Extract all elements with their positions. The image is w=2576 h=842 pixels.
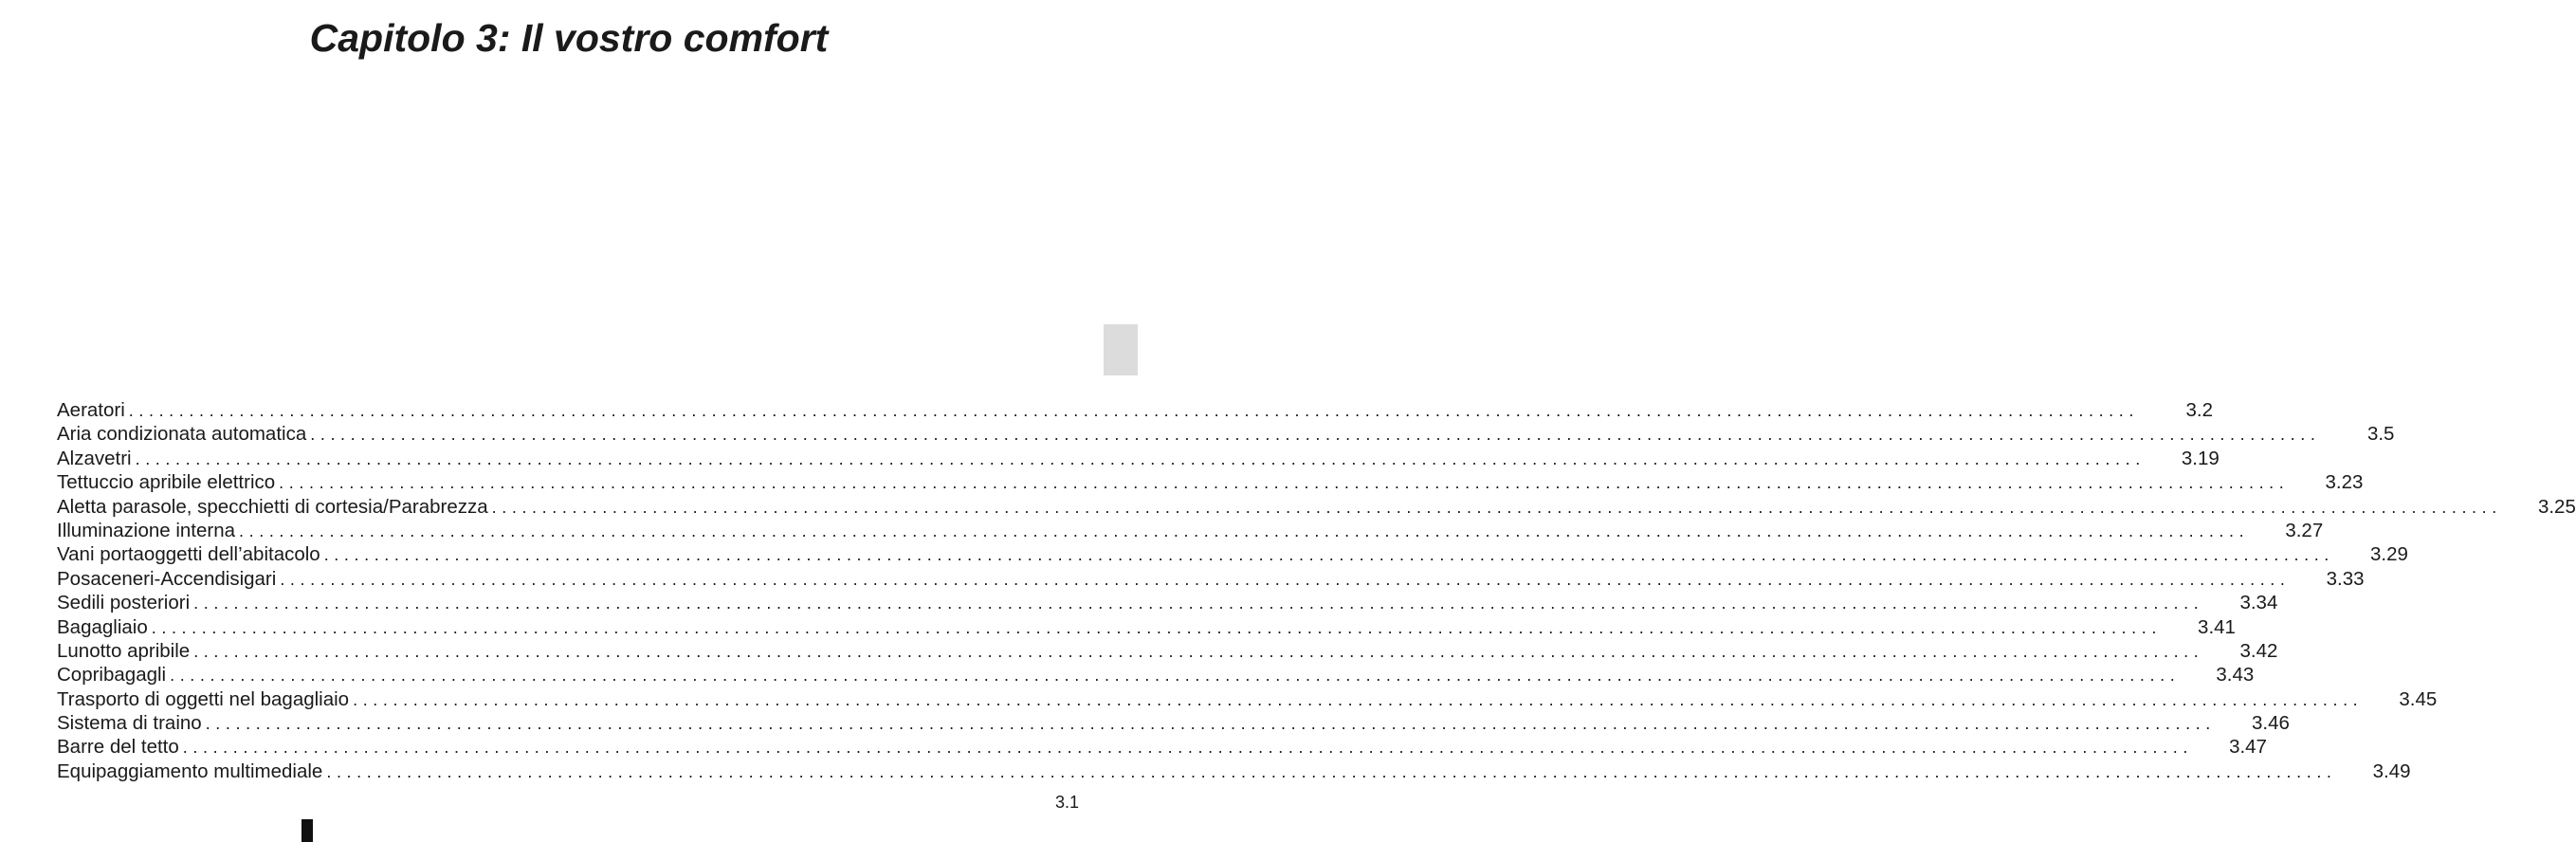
toc-entry-page: 3.23: [2325, 471, 2364, 494]
crop-mark: [301, 819, 313, 842]
toc-entry-label: Alzavetri: [57, 447, 132, 469]
toc-entry-label: Sedili posteriori: [57, 592, 191, 614]
toc-entry[interactable]: [57, 422, 2395, 446]
toc-entry-page: 3.43: [2216, 664, 2255, 686]
toc-entry-page: 3.41: [2198, 615, 2236, 638]
chapter-title: Capitolo 3: Il vostro comfort: [309, 16, 829, 60]
toc-dot-leader: ........................................................................................................................................................................................................: [205, 714, 2216, 734]
toc-dot-leader: ........................................................................................................................................................................................................: [135, 448, 2146, 468]
toc-dot-leader: ........................................................................................................................................................................................................: [491, 497, 2502, 517]
toc-entry[interactable]: [57, 615, 2236, 639]
toc-entry-page: 3.45: [2399, 687, 2438, 710]
toc-dot-leader: ........................................................................................................................................................................................................: [170, 666, 2181, 686]
toc-entry-label: Posaceneri-Accendisigari: [57, 567, 277, 590]
toc-entry[interactable]: [57, 591, 2278, 614]
toc-entry[interactable]: [57, 470, 2364, 494]
toc-entry[interactable]: [57, 760, 2411, 783]
page-number: 3.1: [1054, 793, 1079, 812]
toc-entry-page: 3.19: [2181, 447, 2220, 469]
toc-entry-label: Aria condizionata automatica: [57, 423, 307, 446]
toc-dot-leader: ........................................................................................................................................................................................................: [128, 401, 2139, 420]
toc-entry[interactable]: [57, 398, 2213, 422]
toc-dot-leader: ........................................................................................................................................................................................................: [326, 761, 2337, 781]
toc-entry[interactable]: [57, 639, 2278, 663]
toc-entry-page: 3.42: [2239, 639, 2278, 662]
toc-dot-leader: ........................................................................................................................................................................................................: [280, 569, 2291, 589]
toc-entry-label: Vani portaoggetti dell’abitacolo: [57, 543, 320, 566]
toc-entry-page: 3.49: [2372, 760, 2411, 782]
toc-entry-page: 3.29: [2370, 543, 2408, 566]
toc-entry-label: Equipaggiamento multimediale: [57, 760, 323, 782]
toc-entry[interactable]: [57, 519, 2324, 542]
toc-dot-leader: ........................................................................................................................................................................................................: [193, 641, 2204, 661]
toc-entry[interactable]: [57, 447, 2220, 470]
toc-entry[interactable]: [57, 687, 2438, 711]
toc-entry-label: Copribagagli: [57, 664, 167, 686]
toc-dot-leader: ........................................................................................................................................................................................................: [193, 594, 2204, 613]
toc-entry-page: 3.27: [2285, 519, 2324, 541]
toc-entry[interactable]: [57, 567, 2365, 591]
chapter-side-tab: [1104, 324, 1138, 375]
toc-entry-label: Trasporto di oggetti nel bagagliaio: [57, 687, 350, 710]
toc-entry-page: 3.46: [2251, 712, 2290, 735]
toc-dot-leader: ........................................................................................................................................................................................................: [323, 545, 2334, 565]
toc-entry-label: Bagagliaio: [57, 615, 148, 638]
toc-entry[interactable]: [57, 711, 2290, 735]
toc-entry-page: 3.2: [2185, 399, 2213, 421]
toc-entry-label: Tettuccio apribile elettrico: [57, 471, 276, 494]
toc-dot-leader: ........................................................................................................................................................................................................: [239, 521, 2250, 540]
toc-entry[interactable]: [57, 542, 2408, 566]
toc-dot-leader: ........................................................................................................................................................................................................: [279, 473, 2290, 493]
toc-entry-label: Illuminazione interna: [57, 519, 236, 541]
toc-entry-page: 3.47: [2229, 736, 2267, 759]
toc-entry[interactable]: [57, 495, 2576, 519]
table-of-contents: [57, 398, 2576, 783]
toc-entry-page: 3.34: [2239, 592, 2278, 614]
toc-dot-leader: ........................................................................................................................................................................................................: [353, 689, 2364, 709]
toc-dot-leader: ........................................................................................................................................................................................................: [182, 738, 2193, 758]
toc-entry[interactable]: [57, 735, 2267, 759]
toc-dot-leader: ........................................................................................................................................................................................................: [151, 617, 2162, 637]
toc-entry-page: 3.25: [2537, 495, 2576, 518]
toc-entry-label: Aeratori: [57, 399, 125, 421]
toc-entry-page: 3.5: [2366, 423, 2395, 446]
toc-dot-leader: ........................................................................................................................................................................................................: [310, 425, 2321, 445]
toc-entry-label: Barre del tetto: [57, 736, 179, 759]
toc-entry-page: 3.33: [2326, 567, 2365, 590]
toc-entry[interactable]: [57, 663, 2255, 686]
toc-entry-label: Sistema di traino: [57, 712, 202, 735]
toc-entry-label: Aletta parasole, specchietti di cortesia/Parabrezza: [57, 495, 488, 518]
toc-entry-label: Lunotto apribile: [57, 639, 191, 662]
